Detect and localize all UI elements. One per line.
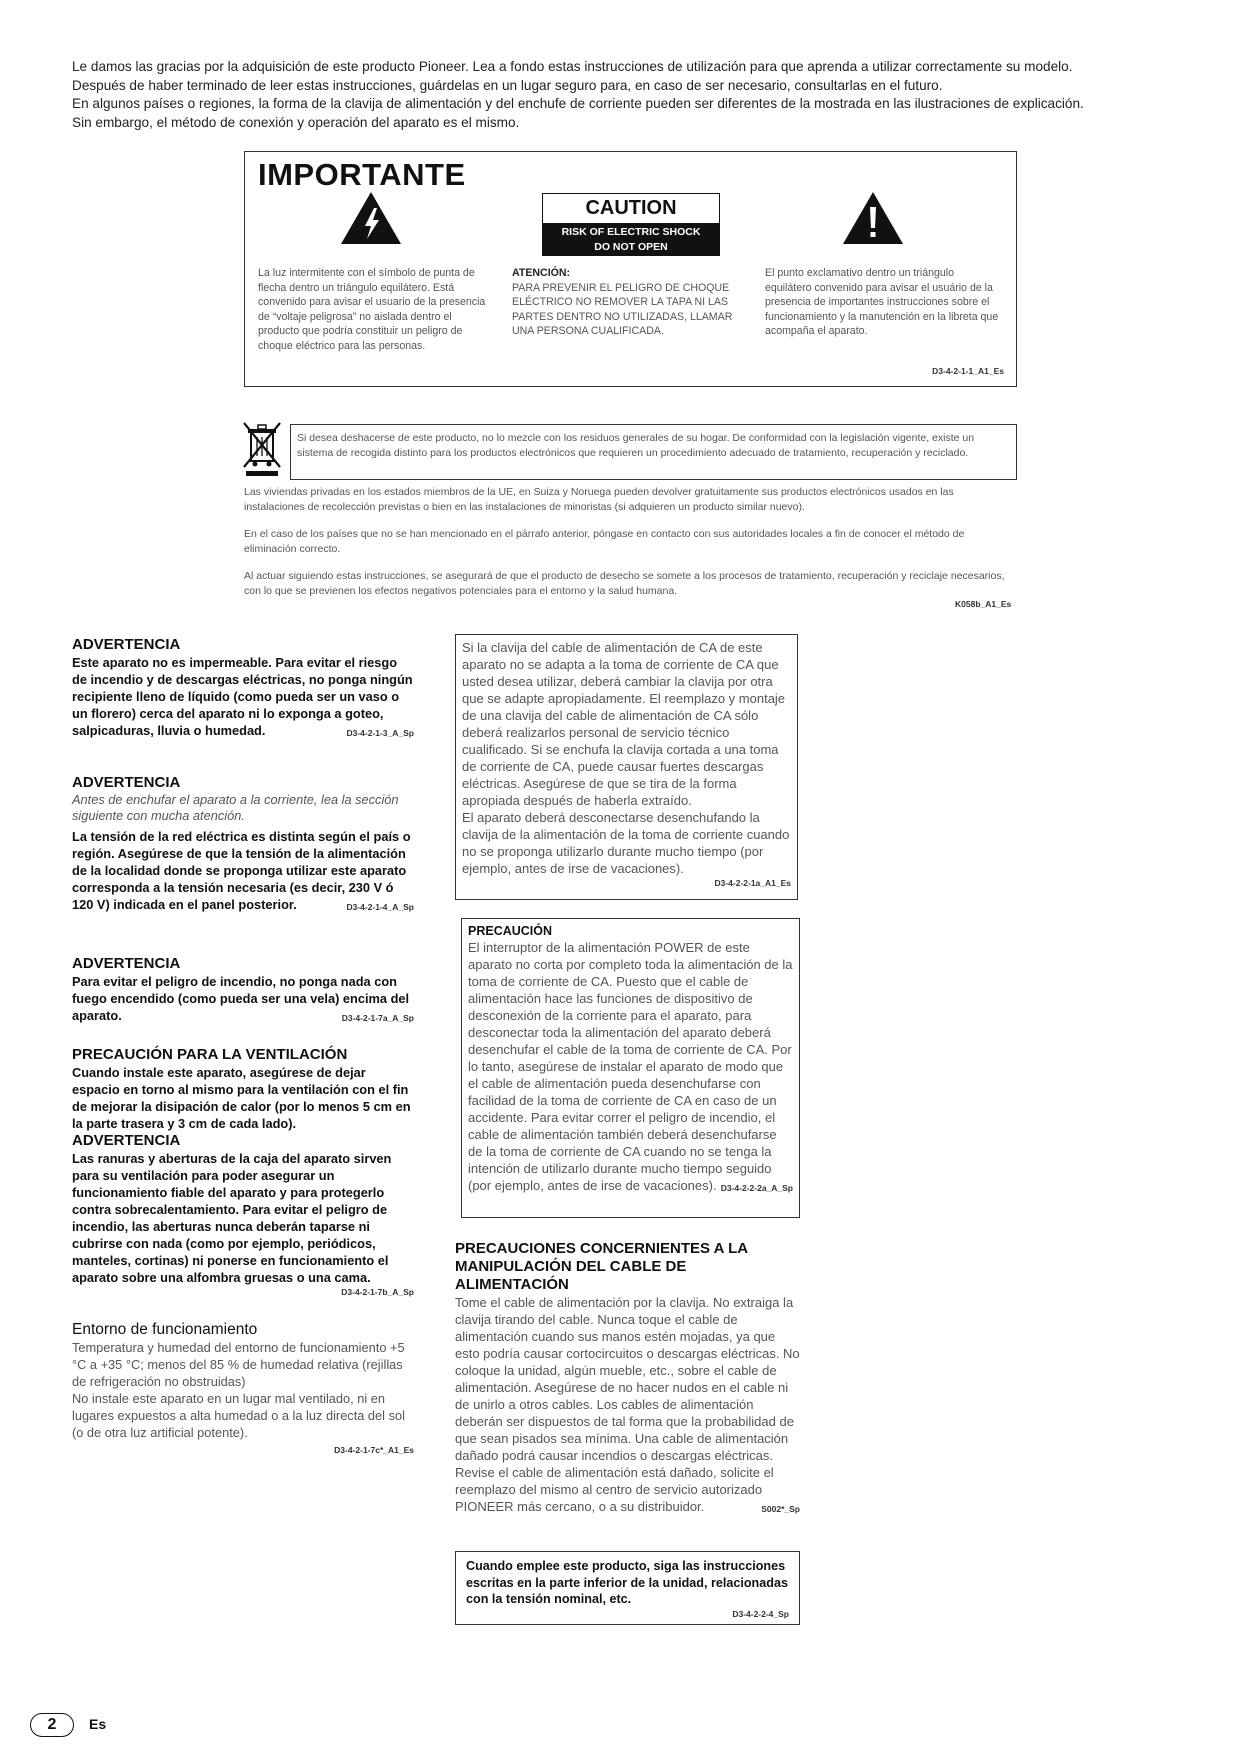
- warning-text: La tensión de la red eléctrica es distinta según el país o región. Asegúrese de que la tensión de la alimentación de la localidad donde se proponga utilizar este aparato corresponda a la tensión necesaria (es decir, 230 V ó 120 V) indicada en el panel posterior.: [72, 829, 411, 912]
- box-text: El aparato deberá desconectarse desenchufando la clavija de la alimentación de la toma de corriente cuando no se proponga utilizarlo durante mucho tiempo (por ejemplo, antes de irse de vacaciones).: [462, 810, 790, 876]
- reference-code: D3-4-2-1-4_A_Sp: [346, 902, 414, 912]
- attention-text: PARA PREVENIR EL PELIGRO DE CHOQUE ELÉCTRICO NO REMOVER LA TAPA NI LAS PARTES DENTRO NO UTILIZADAS, LLAMAR UNA PERSONA CUALIFICADA.: [512, 281, 733, 338]
- ventilation-caution: [72, 1046, 414, 1297]
- box-text-wrap: [468, 939, 793, 1194]
- caution-line: RISK OF ELECTRIC SHOCK: [561, 226, 701, 238]
- exclamation-warning-icon: [841, 190, 905, 246]
- important-title: IMPORTANTE: [258, 157, 466, 192]
- warning-text: Este aparato no es impermeable. Para evitar el riesgo de incendio y de descargas eléctricas, no ponga ningún recipiente lleno de líquido (como pueda ser un vaso o un florero) cerca del aparato ni lo exponga a goteo, salpicaduras, lluvia o humedad.: [72, 655, 413, 738]
- box-text: Cuando emplee este producto, siga las instrucciones escritas en la parte inferior de la unidad, relacionadas con la tensión nominal, etc.: [466, 1559, 788, 1606]
- caution-band: [543, 223, 719, 255]
- reference-code: D3-4-2-1-3_A_Sp: [346, 728, 414, 738]
- warning-text-wrap: [72, 654, 414, 739]
- plug-replacement-box: [455, 634, 798, 900]
- box-text: El interruptor de la alimentación POWER de este aparato no corta por completo toda la alimentación de la toma de corriente de CA. Puesto que el cable de alimentación hace las funciones de dispositivo de desconexión de la corriente para el aparato, para desconectar toda la alimentación del aparato deberá desenchufar el cable de la toma de corriente de CA. Por lo tanto, asegúrese de instalar el aparato de modo que el cable de alimentación pueda desenchufarse con facilidad de la toma de corriente de CA en caso de un accidente. Para evitar correr el peligro de incendio, el cable de alimentación también deberá desenchufarse de la toma de corriente de CA cuando no se tenga la intención de utilizarlo durante mucho tiempo seguido (por ejemplo, antes de irse de vacaciones).: [468, 940, 793, 1193]
- intro-line: Después de haber terminado de leer estas instrucciones, guárdelas en un lugar seguro para, en caso de ser necesario, consultarlas en el futuro.: [72, 77, 943, 93]
- box-text: Si la clavija del cable de alimentación de CA de este aparato no se adapta a la toma de corriente de CA que usted desea utilizar, deberá cambiar la clavija por otra que se adapte apropiadamente. El reemplazo y montaje de una clavija del cable de alimentación de CA sólo deberá realizarlos personal de servicio técnico cualificado. Si se enchufa la clavija cortada a una toma de corriente de CA, puede causar fuertes descargas eléctricas. Asegúrese de que se tira de la forma apropiada después de haberla extraído.: [462, 640, 786, 808]
- environment-text: No instale este aparato en un lugar mal ventilado, ni en lugares expuestos a alta humedad o a la luz directa del sol (o de otra luz artificial potente).: [72, 1391, 405, 1440]
- reference-code: D3-4-2-1-7b_A_Sp: [341, 1287, 414, 1297]
- lightning-warning-icon: [339, 190, 403, 246]
- attention-heading: ATENCIÓN:: [512, 267, 571, 279]
- page-number: 2: [30, 1713, 74, 1737]
- reference-code: D3-4-2-1-1_A1_Es: [932, 366, 1004, 376]
- warning-fire: [72, 955, 414, 1027]
- reference-code: D3-4-2-1-7a_A_Sp: [341, 1013, 414, 1023]
- rated-voltage-box: [455, 1551, 800, 1625]
- caution-label: [542, 193, 720, 256]
- page-language: Es: [89, 1716, 107, 1732]
- intro-line: En algunos países o regiones, la forma de la clavija de alimentación y del enchufe de corriente pueden ser diferentes de la mostrada en las ilustraciones de explicación.: [72, 96, 1084, 111]
- warning-voltage: [72, 774, 414, 916]
- cable-text-wrap: [455, 1294, 800, 1515]
- intro-line: Sin embargo, el método de conexión y operación del aparato es el mismo.: [72, 114, 520, 130]
- recycling-paragraph: Al actuar siguiendo estas instrucciones, se asegurará de que el producto de desecho se somete a los procesos de tratamiento, recuperación y reciclaje necesarios, con lo que se previenen los efectos negativos potenciales para el entorno y la salud humana.: [244, 570, 1005, 597]
- exclamation-description: El punto exclamativo dentro un triángulo equilátero convenido para avisar el usuário de la presencia de importantes instrucciones sobre el funcionamiento y la manutención en la libreta que acompaña el aparato.: [765, 267, 999, 338]
- operating-environment: [72, 1320, 414, 1455]
- reference-code: D3-4-2-2-1a_A1_Es: [714, 878, 791, 888]
- recycling-notice: Si desea deshacerse de este producto, no lo mezcle con los residuos generales de su hogar. De conformidad con la legislación vigente, existe un sistema de recogida distinto para los productos electrónicos que requieren un procedimiento adecuado de tratamiento, recuperación y reciclado.: [290, 424, 1017, 480]
- section-heading: Entorno de funcionamiento: [72, 1321, 258, 1338]
- ventilation-text: Cuando instale este aparato, asegúrese de dejar espacio en torno al mismo para la ventilación con el fin de mejorar la disipación de calor (por lo menos 5 cm en la parte trasera y 3 cm de cada lado).: [72, 1065, 411, 1131]
- power-cable-precautions: [455, 1240, 800, 1518]
- environment-text: Temperatura y humedad del entorno de funcionamiento +5 °C a +35 °C; menos del 85 % de humedad relativa (rejillas de refrigeración no obstruidas): [72, 1340, 405, 1389]
- reference-code: D3-4-2-2-4_Sp: [732, 1608, 789, 1619]
- cable-text: Tome el cable de alimentación por la clavija. No extraiga la clavija tirando del cable. Nunca toque el cable de alimentación cuando sus manos estén mojadas, ya que esto podría causar cortocircuitos o descargas eléctricas. No coloque la unidad, algún mueble, etc., sobre el cable de alimentación. Asegúrese de no hacer nudos en el cable ni de unirlo a otros cables. Los cables de alimentación deberán ser dispuestos de tal forma que la probabilidad de que sean pisados sea mínima. Una cable de alimentación dañado podrá causar incendios o descargas eléctricas. Revise el cable de alimentación está dañado, solicite el reemplazo del mismo al centro de servicio autorizado PIONEER más cercano, o a su distribuidor.: [455, 1295, 800, 1514]
- warning-text: Las ranuras y aberturas de la caja del aparato sirven para su ventilación para poder asegurar un funcionamiento fiable del aparato y para protegerlo contra sobrecalentamiento. Para evitar el peligro de incendio, las aberturas nunca deberán taparse ni cubrirse con nada (como por ejemplo, periódicos, manteles, cortinas) ni ponerse en funcionamiento el aparato sobre una alfombra gruesas o una cama.: [72, 1151, 392, 1285]
- box-heading: PRECAUCIÓN: [468, 924, 553, 938]
- section-heading: ADVERTENCIA: [72, 955, 181, 972]
- lightning-description: La luz intermitente con el símbolo de punta de flecha dentro un triángulo equilátero. Está convenido para avisar el usuario de la presencia de “voltaje peligrosa” no aislada dentro el producto que podría constituir un peligro de choque eléctrico para las personas.: [258, 267, 486, 352]
- section-heading: PRECAUCIONES CONCERNIENTES A LA MANIPULACIÓN DEL CABLE DE ALIMENTACIÓN: [455, 1240, 748, 1293]
- reference-code: D3-4-2-1-7c*_A1_Es: [334, 1445, 414, 1455]
- warning-waterproof: [72, 636, 414, 742]
- warning-text: Para evitar el peligro de incendio, no ponga nada con fuego encendido (como pueda ser una vela) encima del aparato.: [72, 974, 410, 1023]
- crossed-bin-icon: [242, 421, 282, 477]
- reference-code: K058b_A1_Es: [955, 599, 1012, 609]
- warning-text-wrap: [72, 973, 414, 1024]
- section-heading: ADVERTENCIA: [72, 636, 181, 653]
- intro-text: [72, 58, 1182, 132]
- recycling-paragraph: En el caso de los países que no se han mencionado en el párrafo anterior, póngase en contacto con sus autoridades locales a fin de conocer el método de eliminación correcto.: [244, 528, 965, 555]
- caution-word: CAUTION: [585, 197, 677, 219]
- caution-line: DO NOT OPEN: [594, 240, 668, 253]
- important-box: [244, 151, 1017, 387]
- reference-code: S002*_Sp: [761, 1504, 800, 1514]
- warning-text-wrap: [72, 828, 414, 913]
- recycling-paragraph: Las viviendas privadas en los estados miembros de la UE, en Suiza y Noruega pueden devolver gratuitamente sus productos electrónicos usados en las instalaciones de recolección previstas o bien en las instalaciones de minoristas (si adquieren un producto similar nuevo).: [244, 486, 954, 513]
- section-heading: ADVERTENCIA: [72, 774, 181, 791]
- intro-line: Le damos las gracias por la adquisición de este producto Pioneer. Lea a fondo estas instrucciones de utilización para que aprenda a utilizar correctamente su modelo.: [72, 59, 1073, 74]
- section-heading: PRECAUCIÓN PARA LA VENTILACIÓN: [72, 1046, 348, 1063]
- warning-italic-text: Antes de enchufar el aparato a la corriente, lea la sección siguiente con mucha atención.: [72, 792, 399, 823]
- power-switch-caution-box: [461, 918, 800, 1218]
- reference-code: D3-4-2-2-2a_A_Sp: [720, 1183, 793, 1193]
- section-heading: ADVERTENCIA: [72, 1132, 181, 1149]
- attention-block: [512, 266, 752, 339]
